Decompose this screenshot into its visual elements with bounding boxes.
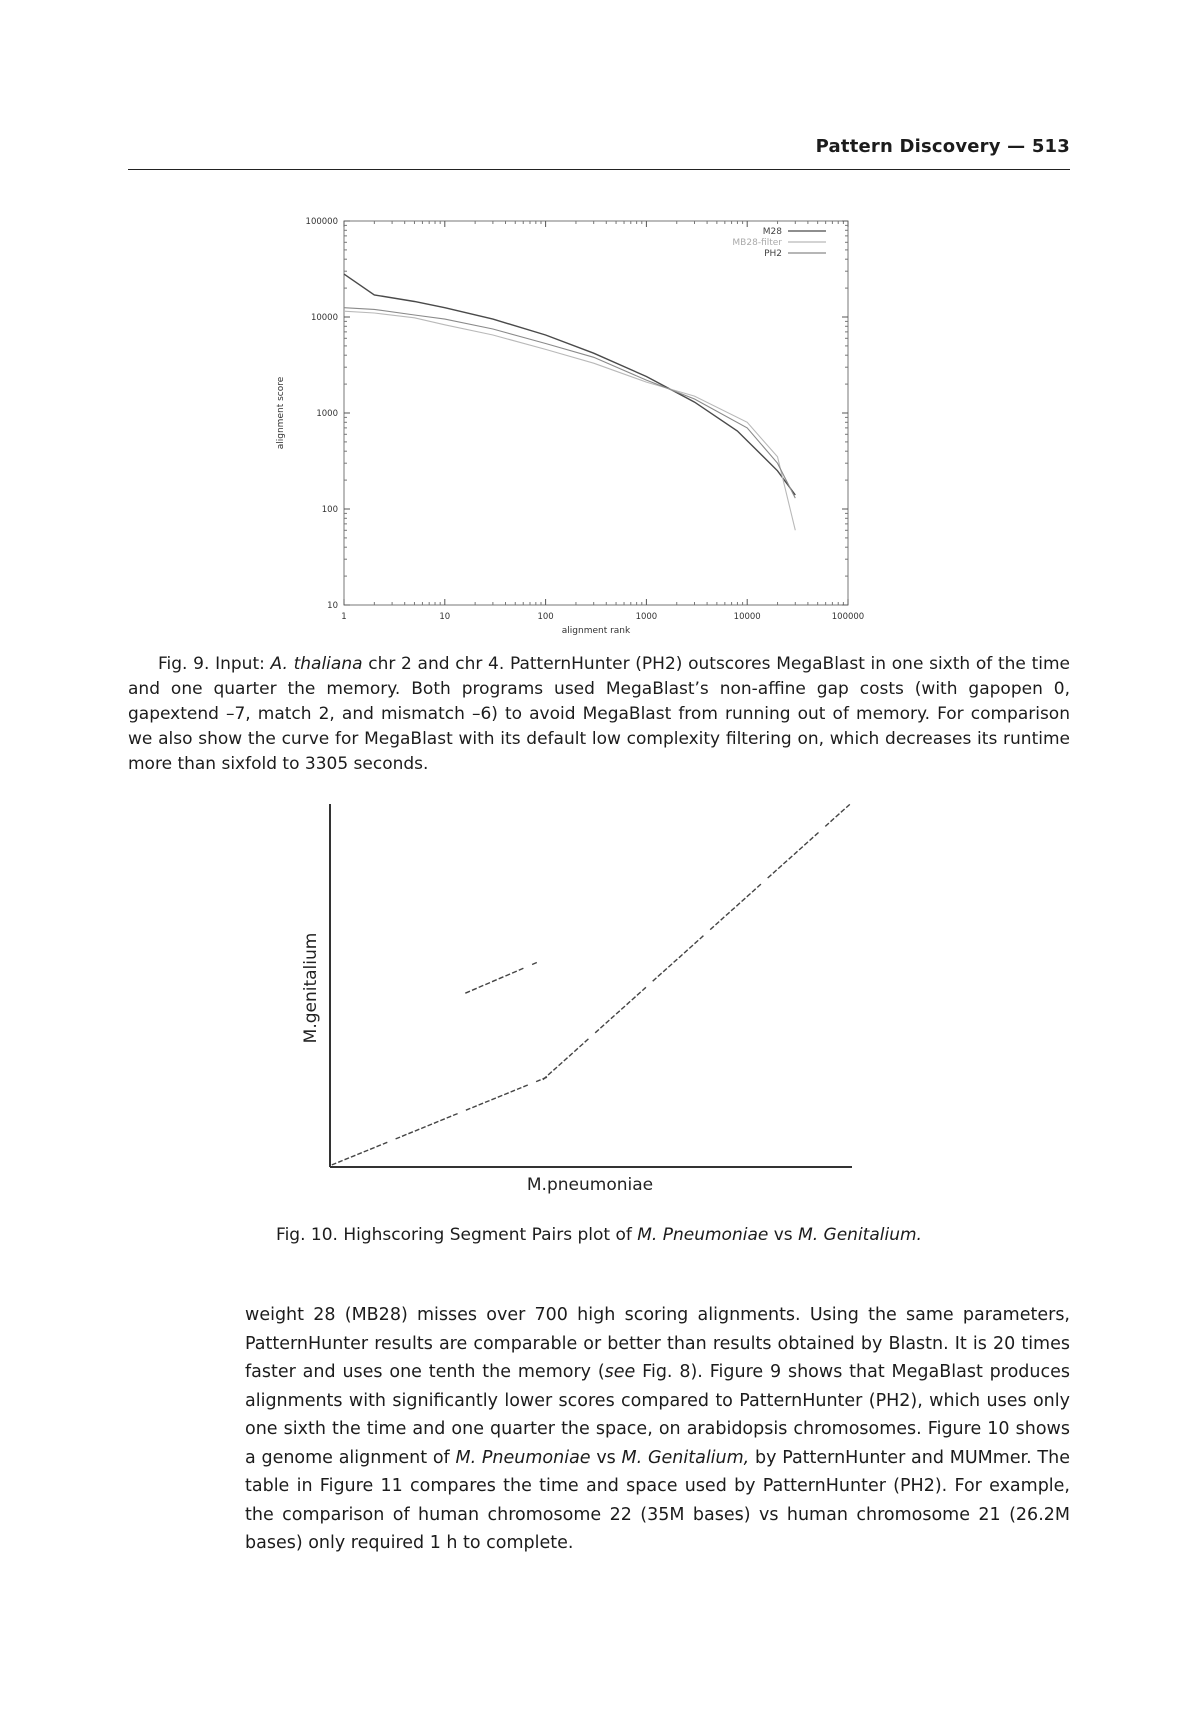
fig9-y-axis-label: alignment score bbox=[276, 376, 286, 450]
fig10-x-axis-label: M.pneumoniae bbox=[526, 1175, 654, 1195]
fig9-series bbox=[344, 274, 795, 530]
fig9-xtick-label: 1000 bbox=[635, 612, 658, 622]
fig10-hsp-main-diagonal-upper bbox=[695, 940, 699, 943]
fig10-hsp-inversion-segment bbox=[512, 971, 517, 973]
fig10-hsp-main-diagonal bbox=[357, 1153, 362, 1155]
fig10-hsp-inversion-segment bbox=[532, 963, 537, 965]
fig10-hsp-main-diagonal bbox=[332, 1163, 336, 1165]
fig10-hsp-main-diagonal-upper bbox=[794, 851, 798, 854]
fig10-hsp-main-diagonal bbox=[498, 1095, 503, 1097]
fig10-hsp-main-diagonal-upper bbox=[700, 936, 704, 939]
fig10-hsp-main-diagonal bbox=[383, 1142, 387, 1144]
fig10-hsp-main-diagonal-upper bbox=[831, 818, 835, 821]
fig10-hsp-main-diagonal-upper bbox=[778, 865, 782, 868]
fig10-hsp-main-diagonal-upper bbox=[553, 1067, 557, 1070]
body-paragraph bbox=[245, 1301, 1070, 1558]
running-header: Pattern Discovery — 513 bbox=[815, 136, 1070, 157]
fig10-hsp-main-diagonal bbox=[511, 1090, 515, 1092]
fig10-hsp-main-diagonal-upper bbox=[632, 997, 636, 1000]
fig10-hsp-main-diagonal-upper bbox=[742, 898, 746, 901]
fig10-hsp-main-diagonal-upper bbox=[684, 950, 688, 953]
fig10-hsp-main-diagonal-upper bbox=[653, 978, 657, 981]
body-see: see bbox=[604, 1362, 636, 1382]
fig10-caption-mid: vs bbox=[768, 1225, 799, 1245]
body-text-d: by PatternHunter and MUMmer. The table in Figure 11 compares the time and space used by PatternHunter (PH2). For example, the comparison of human chromosome 22 (35M bases) vs human chromosome 21 (26.2M bases) only required 1 h to complete. bbox=[245, 1447, 1070, 1553]
fig10-hsp-main-diagonal-upper bbox=[752, 889, 756, 892]
fig10-hsp-main-diagonal bbox=[402, 1134, 407, 1136]
fig9-legend bbox=[732, 227, 826, 259]
fig10-hsp-main-diagonal-upper bbox=[815, 833, 819, 836]
fig9-caption-text: chr 2 and chr 4. PatternHunter (PH2) outscores MegaBlast in one sixth of the time and one quarter the memory. Both programs used MegaBlast’s non-affine gap costs (with gapopen 0, gapextend –7, match 2, and mismatch –6) to avoid MegaBlast from running out of memory. For comparison we also show the curve for MegaBlast with its default low complexity filtering on, which decreases its runtime more than sixfold to 3305 seconds. bbox=[128, 654, 1070, 774]
fig10-hsp-main-diagonal bbox=[485, 1101, 490, 1103]
fig10-hsp-main-diagonal bbox=[466, 1108, 470, 1110]
fig10-hsp-main-diagonal-upper bbox=[600, 1025, 604, 1028]
fig10-hsp-inversion-segment bbox=[472, 988, 477, 990]
fig10-hsp-main-diagonal-upper bbox=[721, 917, 725, 920]
fig10-hsp-main-diagonal bbox=[504, 1093, 509, 1095]
fig10-hsp-main-diagonal-upper bbox=[841, 809, 845, 812]
fig10-hsp-main-diagonal-upper bbox=[810, 837, 814, 840]
fig10-hsp-main-diagonal-upper bbox=[799, 847, 803, 850]
fig10-hsp-main-diagonal-upper bbox=[616, 1011, 620, 1014]
fig10-hsp-main-diagonal-upper bbox=[580, 1044, 584, 1047]
fig10-hsp-main-diagonal-upper bbox=[716, 922, 720, 925]
fig10-hsp-main-diagonal-upper bbox=[564, 1058, 568, 1061]
fig10-hsp-main-diagonal-upper bbox=[804, 842, 808, 845]
fig10-hsp-main-diagonal bbox=[396, 1137, 401, 1139]
figure-10-chart bbox=[300, 800, 860, 1200]
fig10-hsp-main-diagonal-upper bbox=[768, 875, 772, 878]
fig9-xtick-label: 100000 bbox=[831, 612, 865, 622]
fig10-hsp-main-diagonal bbox=[440, 1119, 445, 1121]
fig9-plot-frame bbox=[344, 221, 848, 605]
body-text-c: vs bbox=[590, 1447, 622, 1468]
fig10-hsp-main-diagonal-upper bbox=[836, 814, 840, 817]
figure-10-caption bbox=[128, 1223, 1070, 1248]
fig10-hsp-main-diagonal-upper bbox=[663, 969, 667, 972]
fig9-ytick-label: 1000 bbox=[316, 409, 338, 419]
fig10-hsp-inversion-segment bbox=[485, 983, 490, 985]
fig10-hsp-main-diagonal-upper bbox=[736, 903, 740, 906]
fig9-legend-label: M28 bbox=[762, 227, 782, 237]
fig10-hsp-main-diagonal-upper bbox=[606, 1020, 610, 1023]
fig10-hsp-main-diagonal-upper bbox=[621, 1006, 625, 1009]
fig10-hsp-main-diagonal-upper bbox=[689, 945, 693, 948]
fig9-xtick-label: 100 bbox=[537, 612, 554, 622]
fig9-caption-label: Fig. 9. Input: bbox=[158, 654, 271, 674]
fig10-hsp-inversion-segment bbox=[519, 968, 524, 970]
fig10-hsp-main-diagonal-upper bbox=[658, 973, 662, 976]
fig10-hsp-main-diagonal-upper bbox=[710, 926, 714, 929]
fig10-hsp-main-diagonal bbox=[338, 1161, 342, 1163]
fig10-hsp-main-diagonal-upper bbox=[726, 912, 730, 915]
body-species-2: M. Genitalium, bbox=[621, 1447, 750, 1468]
fig10-hsp-main-diagonal-upper bbox=[674, 959, 678, 962]
fig10-caption-prefix: Fig. 10. Highscoring Segment Pairs plot of bbox=[276, 1225, 638, 1245]
fig9-xtick-label: 1 bbox=[341, 612, 347, 622]
fig10-hsp-main-diagonal bbox=[421, 1127, 425, 1129]
fig9-legend-label: MB28-filter bbox=[732, 238, 782, 248]
fig10-hsp-main-diagonal bbox=[370, 1148, 375, 1150]
fig10-hsp-main-diagonal-upper bbox=[637, 992, 641, 995]
fig10-y-axis-label: M.genitalium bbox=[301, 932, 321, 1044]
fig10-hsp-main-diagonal bbox=[491, 1098, 496, 1100]
fig10-hsp-main-diagonal-upper bbox=[789, 856, 793, 859]
fig10-caption-species-1: M. Pneumoniae bbox=[637, 1225, 769, 1245]
fig10-hsp-main-diagonal-upper bbox=[747, 894, 751, 897]
fig9-ytick-label: 10 bbox=[327, 601, 338, 611]
fig9-ytick-label: 100 bbox=[321, 505, 338, 515]
fig10-hsp-main-diagonal bbox=[345, 1158, 350, 1160]
fig10-hsp-main-diagonal-upper bbox=[595, 1030, 599, 1033]
fig10-hsp-inversion-segment bbox=[499, 977, 504, 979]
fig10-hsp-main-diagonal-upper bbox=[569, 1053, 573, 1056]
fig9-xtick-label: 10000 bbox=[733, 612, 761, 622]
header-rule bbox=[128, 169, 1070, 170]
fig10-hsp-main-diagonal bbox=[453, 1114, 458, 1116]
fig9-ytick-label: 10000 bbox=[310, 313, 338, 323]
fig10-hsp-main-diagonal bbox=[351, 1155, 356, 1157]
fig9-ytick-label: 100000 bbox=[305, 217, 338, 227]
body-text-a: weight 28 (MB28) misses over 700 high scoring alignments. Using the same parameters, PatternHunter results are comparable or better than results obtained by Blastn. It is 20 times faster and uses one tenth the memory ( bbox=[245, 1305, 1070, 1382]
fig10-hsp-main-diagonal bbox=[377, 1145, 381, 1147]
figure-9-chart bbox=[272, 205, 872, 635]
fig10-hsp-main-diagonal bbox=[364, 1150, 369, 1152]
fig10-hsp-main-diagonal bbox=[536, 1080, 541, 1082]
fig9-tick-labels bbox=[306, 217, 865, 622]
fig9-legend-label: PH2 bbox=[764, 249, 782, 259]
fig10-hsp-inversion-segment bbox=[479, 985, 484, 987]
fig9-series-line-m28 bbox=[344, 274, 795, 495]
fig10-hsp-main-diagonal-upper bbox=[642, 987, 646, 990]
fig10-hsp-main-diagonal-upper bbox=[825, 823, 829, 826]
fig10-hsp-main-diagonal bbox=[447, 1116, 452, 1118]
figure-9-caption bbox=[128, 652, 1070, 777]
fig10-hsp-main-diagonal-upper bbox=[773, 870, 777, 873]
fig10-hsp-main-diagonal-upper bbox=[585, 1039, 589, 1042]
fig10-hsp-main-diagonal-upper bbox=[757, 884, 761, 887]
body-text-b: Fig. 8). Figure 9 shows that MegaBlast produces alignments with significantly lower scores compared to PatternHunter (PH2), which uses only one sixth the time and one quarter the space, on arabidopsis chromosomes. Figure 10 shows a genome alignment of bbox=[245, 1362, 1070, 1468]
fig10-hsp-main-diagonal bbox=[434, 1121, 439, 1123]
fig10-hsp-main-diagonal bbox=[523, 1085, 528, 1087]
fig10-hsp-inversion-segment bbox=[492, 980, 497, 982]
fig10-hsp-main-diagonal-upper bbox=[548, 1072, 552, 1075]
fig10-hsp-main-diagonal-upper bbox=[559, 1062, 563, 1065]
fig10-hsp-main-diagonal-upper bbox=[731, 908, 735, 911]
fig9-caption-species: A. thaliana bbox=[270, 654, 363, 674]
fig10-hsp-main-diagonal bbox=[428, 1124, 432, 1126]
fig10-hsp-main-diagonal bbox=[472, 1106, 476, 1108]
fig9-ticks bbox=[344, 221, 848, 605]
fig10-hsp-inversion-segment bbox=[505, 974, 510, 976]
fig10-hsp-main-diagonal-upper bbox=[668, 964, 672, 967]
fig10-hsp-main-diagonal bbox=[517, 1088, 521, 1090]
body-species-1: M. Pneumoniae bbox=[455, 1447, 591, 1468]
fig10-hsp-main-diagonal-upper bbox=[611, 1016, 615, 1019]
fig10-hsp-main-diagonal-upper bbox=[846, 804, 850, 807]
fig10-segments bbox=[332, 804, 850, 1165]
fig10-hsp-main-diagonal-upper bbox=[679, 955, 683, 958]
fig10-hsp-main-diagonal bbox=[415, 1129, 420, 1131]
fig9-series-line-ph2 bbox=[344, 308, 795, 498]
fig9-xtick-label: 10 bbox=[439, 612, 451, 622]
fig10-hsp-main-diagonal bbox=[479, 1103, 484, 1105]
fig10-hsp-main-diagonal-upper bbox=[627, 1001, 631, 1004]
fig10-hsp-inversion-segment bbox=[465, 991, 470, 993]
fig9-x-axis-label: alignment rank bbox=[561, 626, 631, 635]
fig10-hsp-main-diagonal-upper bbox=[574, 1048, 578, 1051]
fig10-hsp-main-diagonal-upper bbox=[783, 861, 787, 864]
fig10-caption-species-2: M. Genitalium. bbox=[798, 1225, 922, 1245]
fig10-hsp-main-diagonal bbox=[408, 1132, 413, 1134]
